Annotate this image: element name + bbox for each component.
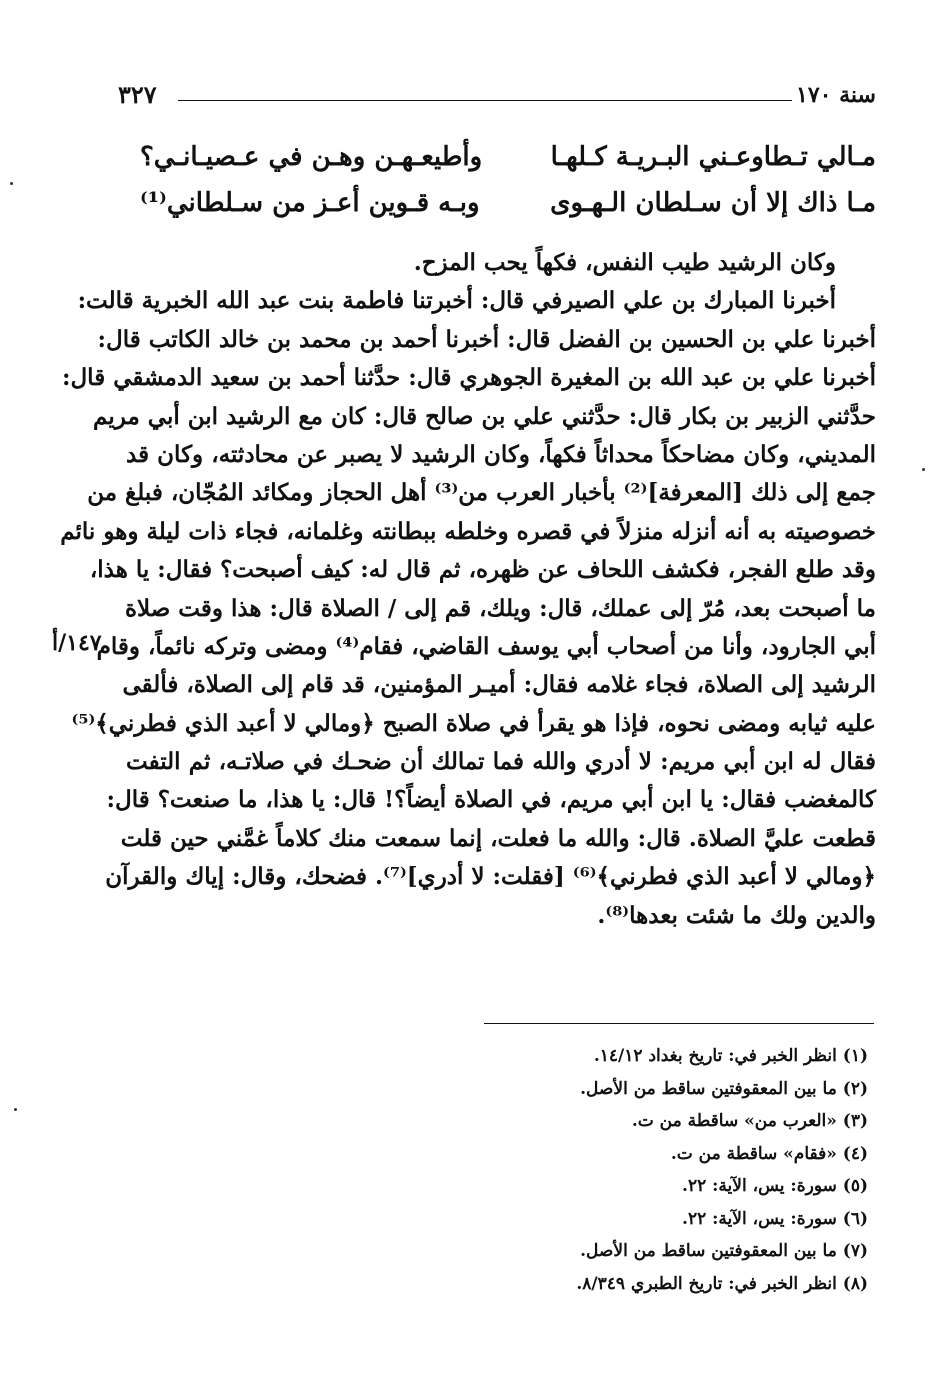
verse-line (128, 142, 876, 188)
header-year: سنة ١٧٠ (796, 82, 876, 108)
verse-first-hemistich: مـالي تـطاوعـني البـريـة كـلهـا (550, 142, 876, 172)
text-line: فقال له ابن أبي مريم: لا أدري والله فما تمالك أن ضحـك في صلاتـه، ثم التفت (126, 748, 876, 776)
text-line: ﴿ومالي لا أعبد الذي فطرني﴾⁽⁶⁾ [فقلت: لا أدري]⁽⁷⁾. فضحك، وقال: إياك والقرآن (105, 863, 876, 891)
text-line: الرشيد إلى الصلاة، فجاء غلامه فقال: أميـر المؤمنين، قد قام إلى الصلاة، فألقى (122, 671, 876, 699)
scan-speck (14, 1108, 17, 1111)
text-line: وكان الرشيد طيب النفس، فكهاً يحب المزح. (413, 249, 836, 276)
verse-first-hemistich: مـا ذاك إلا أن سـلطان الـهـوى (550, 188, 876, 218)
footnote: (١) انظر الخبر في: تاريخ بغداد ١٤/١٢. (593, 1046, 868, 1066)
text-line: قطعت عليَّ الصلاة. قال: والله ما فعلت، إنما سمعت منك كلاماً غمَّني حين قلت (120, 824, 876, 852)
text-line: والدين ولك ما شئت بعدها⁽⁸⁾. (597, 901, 876, 929)
header-rule (178, 100, 792, 101)
footnotes (268, 1040, 868, 1300)
scan-speck (922, 468, 925, 471)
text-line: ما أصبحت بعد، مُرّ إلى عملك، قال: ويلك، قم إلى / الصلاة قال: هذا وقت صلاة (124, 594, 876, 622)
verse-line (128, 188, 876, 234)
footnote: (٥) سورة: يس، الآية: ٢٢. (682, 1176, 868, 1196)
footnote: (٢) ما بين المعقوفتين ساقط من الأصل. (580, 1078, 868, 1099)
text-line: أخبرنا المبارك بن علي الصيرفي قال: أخبرتنا فاطمة بنت عبد الله الخبرية قالت: (77, 287, 836, 315)
verse-second-hemistich: وبـه قـوين أعـز من سـلطاني⁽¹⁾ (140, 188, 480, 218)
footnote-separator (484, 1023, 874, 1024)
text-line: خصوصيته به أنه أنزله منزلاً في قصره وخلطه ببطانته وغلمانه، فجاء ذات ليلة وهو نائم (60, 517, 876, 545)
text-line: عليه ثيابه ومضى نحوه، فإذا هو يقرأ في صلاة الصبح ﴿ومالي لا أعبد الذي فطرني﴾⁽⁵⁾ (71, 709, 876, 737)
page-number: ٣٢٧ (118, 80, 157, 109)
poetry-block (128, 142, 876, 234)
verse-second-hemistich: وأطيعـهـن وهـن في عـصيـانـي؟ (140, 142, 483, 172)
footnote: (٧) ما بين المعقوفتين ساقط من الأصل. (580, 1241, 868, 1261)
running-header (118, 78, 876, 118)
text-line: كالمغضب فقال: يا ابن أبي مريم، في الصلاة أيضاً؟! قال: يا هذا، ما صنعت؟ قال: (106, 786, 876, 814)
text-line: أخبرنا علي بن عبد الله بن المغيرة الجوهري قال: حدَّثنا أحمد بن سعيد الدمشقي قال: (61, 364, 876, 392)
text-line: أبي الجارود، وأنا من أصحاب أبي يوسف القاضي، فقام⁽⁴⁾ ومضى وتركه نائماً، وقام (96, 632, 876, 660)
manuscript-folio-marker: ١٤٧/أ (52, 630, 102, 656)
text-line: حدَّثني الزبير بن بكار قال: حدَّثني علي بن صالح قال: كان مع الرشيد ابن أبي مريم (93, 402, 876, 430)
text-line: جمع إلى ذلك [المعرفة]⁽²⁾ بأخبار العرب من⁽³⁾ أهل الحجاز ومكائد المُجّان، فبلغ من (87, 479, 876, 507)
text-line: أخبرنا علي بن الحسين بن الفضل قال: أخبرنا أحمد بن محمد بن خالد الكاتب قال: (97, 325, 876, 353)
footnote: (٦) سورة: يس، الآية: ٢٢. (682, 1208, 868, 1229)
footnote: (٤) «فقام» ساقطة من ت. (670, 1143, 868, 1164)
text-line: وقد طلع الفجر، فكشف اللحاف عن ظهره، ثم قال له: كيف أصبحت؟ فقال: يا هذا، (89, 556, 876, 584)
scan-speck (10, 182, 13, 185)
text-line: المديني، وكان مضاحكاً محداثاً فكهاً، وكان الرشيد لا يصبر عن محادثته، وكان قد (126, 440, 876, 468)
footnote: (٣) «العرب من» ساقطة من ت. (631, 1111, 868, 1131)
footnote: (٨) انظر الخبر في: تاريخ الطبري ٨/٣٤٩. (576, 1273, 868, 1294)
